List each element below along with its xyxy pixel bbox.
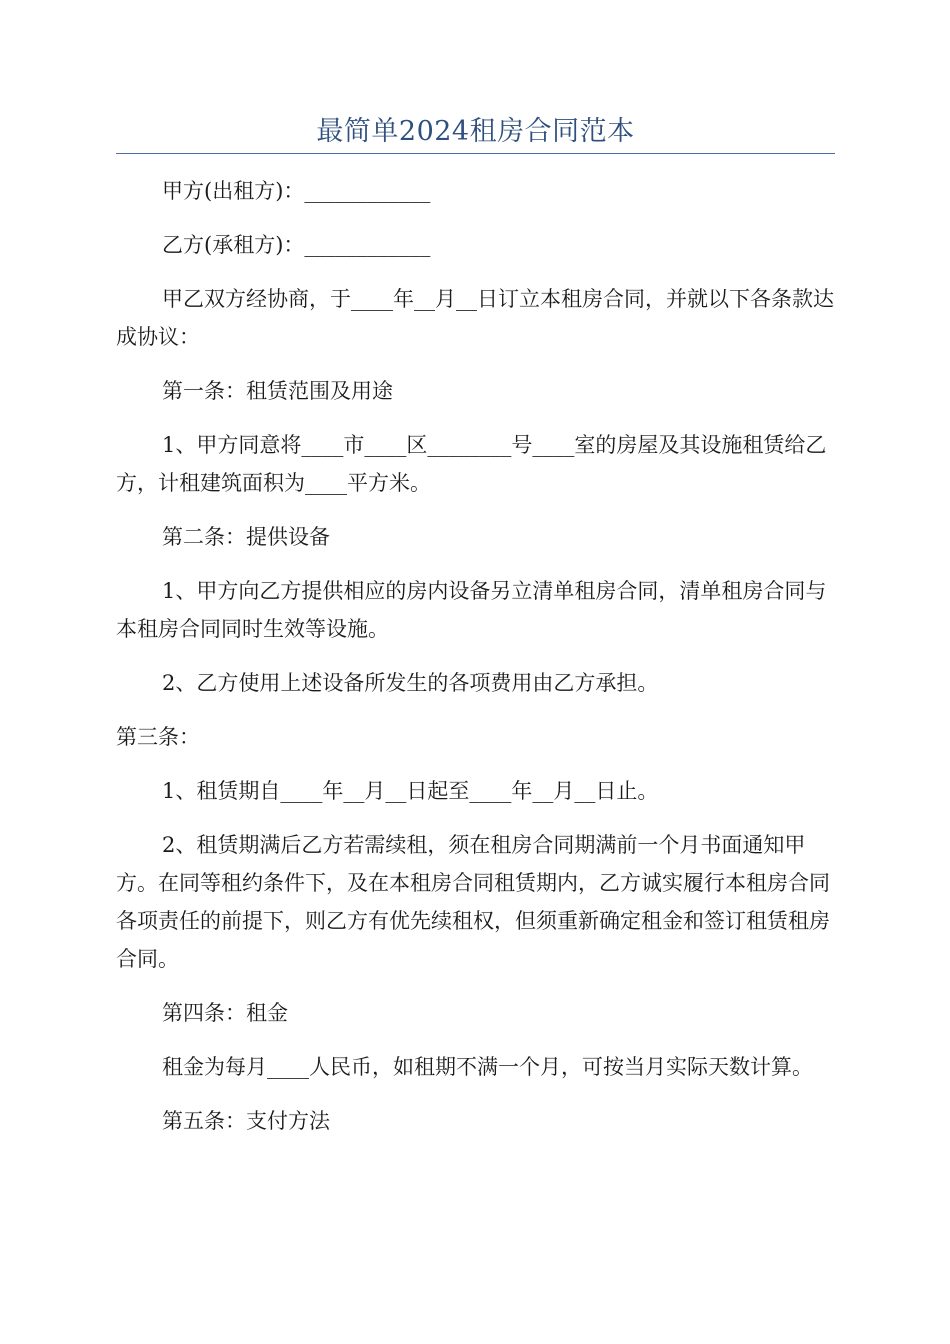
article-4-heading: 第四条：租金	[162, 1001, 288, 1025]
title-underline	[116, 153, 835, 154]
article-1-clause-1: 1、甲方同意将____市____区________号____室的房屋及其设施租赁给乙方，计租建筑面积为____平方米。	[116, 433, 827, 495]
agreement-intro: 甲乙双方经协商，于____年__月__日订立本租房合同，并就以下各条款达成协议：	[116, 287, 834, 349]
article-2-clause-1: 1、甲方向乙方提供相应的房内设备另立清单租房合同，清单租房合同与本租房合同同时生效等设施。	[116, 579, 827, 641]
party-a-line: 甲方(出租方)：____________	[162, 179, 431, 203]
article-3-clause-1: 1、租赁期自____年__月__日起至____年__月__日止。	[162, 779, 659, 803]
article-3-clause-2: 2、租赁期满后乙方若需续租，须在租房合同期满前一个月书面通知甲方。在同等租约条件下，及在本租房合同租赁期内，乙方诚实履行本租房合同各项责任的前提下，则乙方有优先续租权，但须重新确定租金和签订租赁租房合同。	[116, 833, 830, 971]
document-body	[116, 172, 835, 1140]
party-b-line: 乙方(承租方)：____________	[162, 233, 431, 257]
article-5-heading: 第五条：支付方法	[162, 1109, 330, 1133]
document-title: 最简单2024租房合同范本	[316, 116, 635, 147]
article-4-clause: 租金为每月____人民币，如租期不满一个月，可按当月实际天数计算。	[162, 1055, 813, 1079]
article-2-clause-2: 2、乙方使用上述设备所发生的各项费用由乙方承担。	[162, 671, 659, 695]
article-1-heading: 第一条：租赁范围及用途	[162, 379, 393, 403]
article-3-heading: 第三条：	[116, 725, 200, 749]
article-2-heading: 第二条：提供设备	[162, 525, 330, 549]
